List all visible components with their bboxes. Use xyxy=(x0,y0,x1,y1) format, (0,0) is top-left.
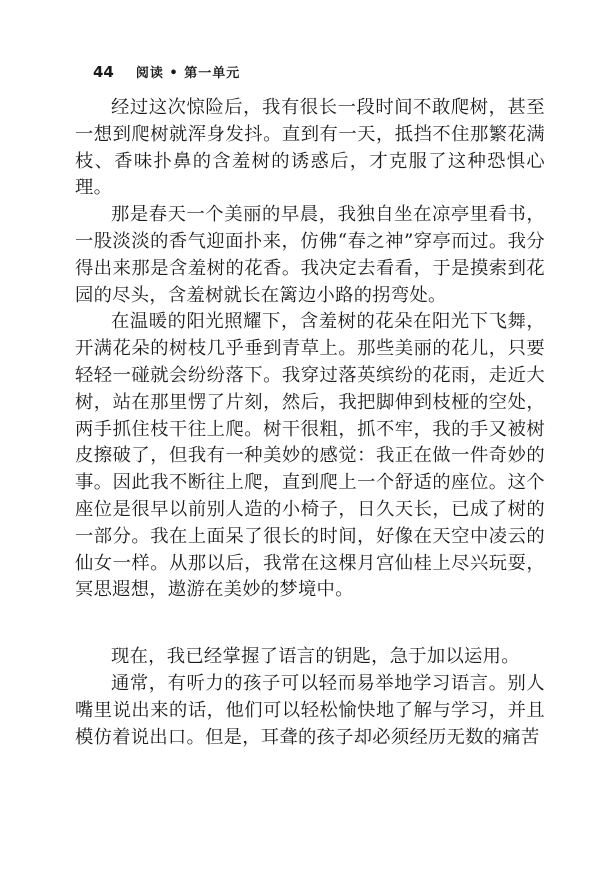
paragraph: 经过这次惊险后，我有很长一段时间不敢爬树，甚至一想到爬树就浑身发抖。直到有一天，抵挡不住那繁花满枝、香味扑鼻的含羞树的诱惑后，才克服了这种恐惧心理。 xyxy=(75,97,545,199)
body-text xyxy=(75,95,545,751)
paragraph: 那是春天一个美丽的早晨，我独自坐在凉亭里看书，一股淡淡的香气迎面扑来，仿佛“春之神”穿亭而过。我分得出来那是含羞树的花香。我决定去看看，于是摸索到花园的尽头，含羞树就长在篱边小路的拐弯处。 xyxy=(75,204,545,306)
section-break xyxy=(75,604,545,644)
page-number: 44 xyxy=(93,63,114,81)
paragraph: 在温暖的阳光照耀下，含羞树的花朵在阳光下飞舞，开满花朵的树枝几乎垂到青草上。那些美丽的花儿，只要轻轻一碰就会纷纷落下。我穿过落英缤纷的花雨，走近大树，站在那里愣了片刻，然后，我把脚伸到枝桠的空处，两手抓住枝干往上爬。树干很粗，抓不牢，我的手又被树皮擦破了，但我有一种美妙的感觉：我正在做一件奇妙的事。因此我不断往上爬，直到爬上一个舒适的座位。这个座位是很早以前别人造的小椅子，日久天长，已成了树的一部分。我在上面呆了很长的时间，好像在天空中凌云的仙女一样。从那以后，我常在这棵月宫仙桂上尽兴玩耍，冥思遐想，遨游在美妙的梦境中。 xyxy=(75,311,545,601)
section-title: 阅读 • 第一单元 xyxy=(135,66,241,81)
page-header xyxy=(93,62,240,86)
paragraph: 通常，有听力的孩子可以轻而易举地学习语言。别人嘴里说出来的话，他们可以轻松愉快地了解与学习，并且模仿着说出口。但是，耳聋的孩子却必须经历无数的痛苦 xyxy=(75,672,545,748)
paragraph: 现在，我已经掌握了语言的钥匙，急于加以运用。 xyxy=(111,646,520,668)
